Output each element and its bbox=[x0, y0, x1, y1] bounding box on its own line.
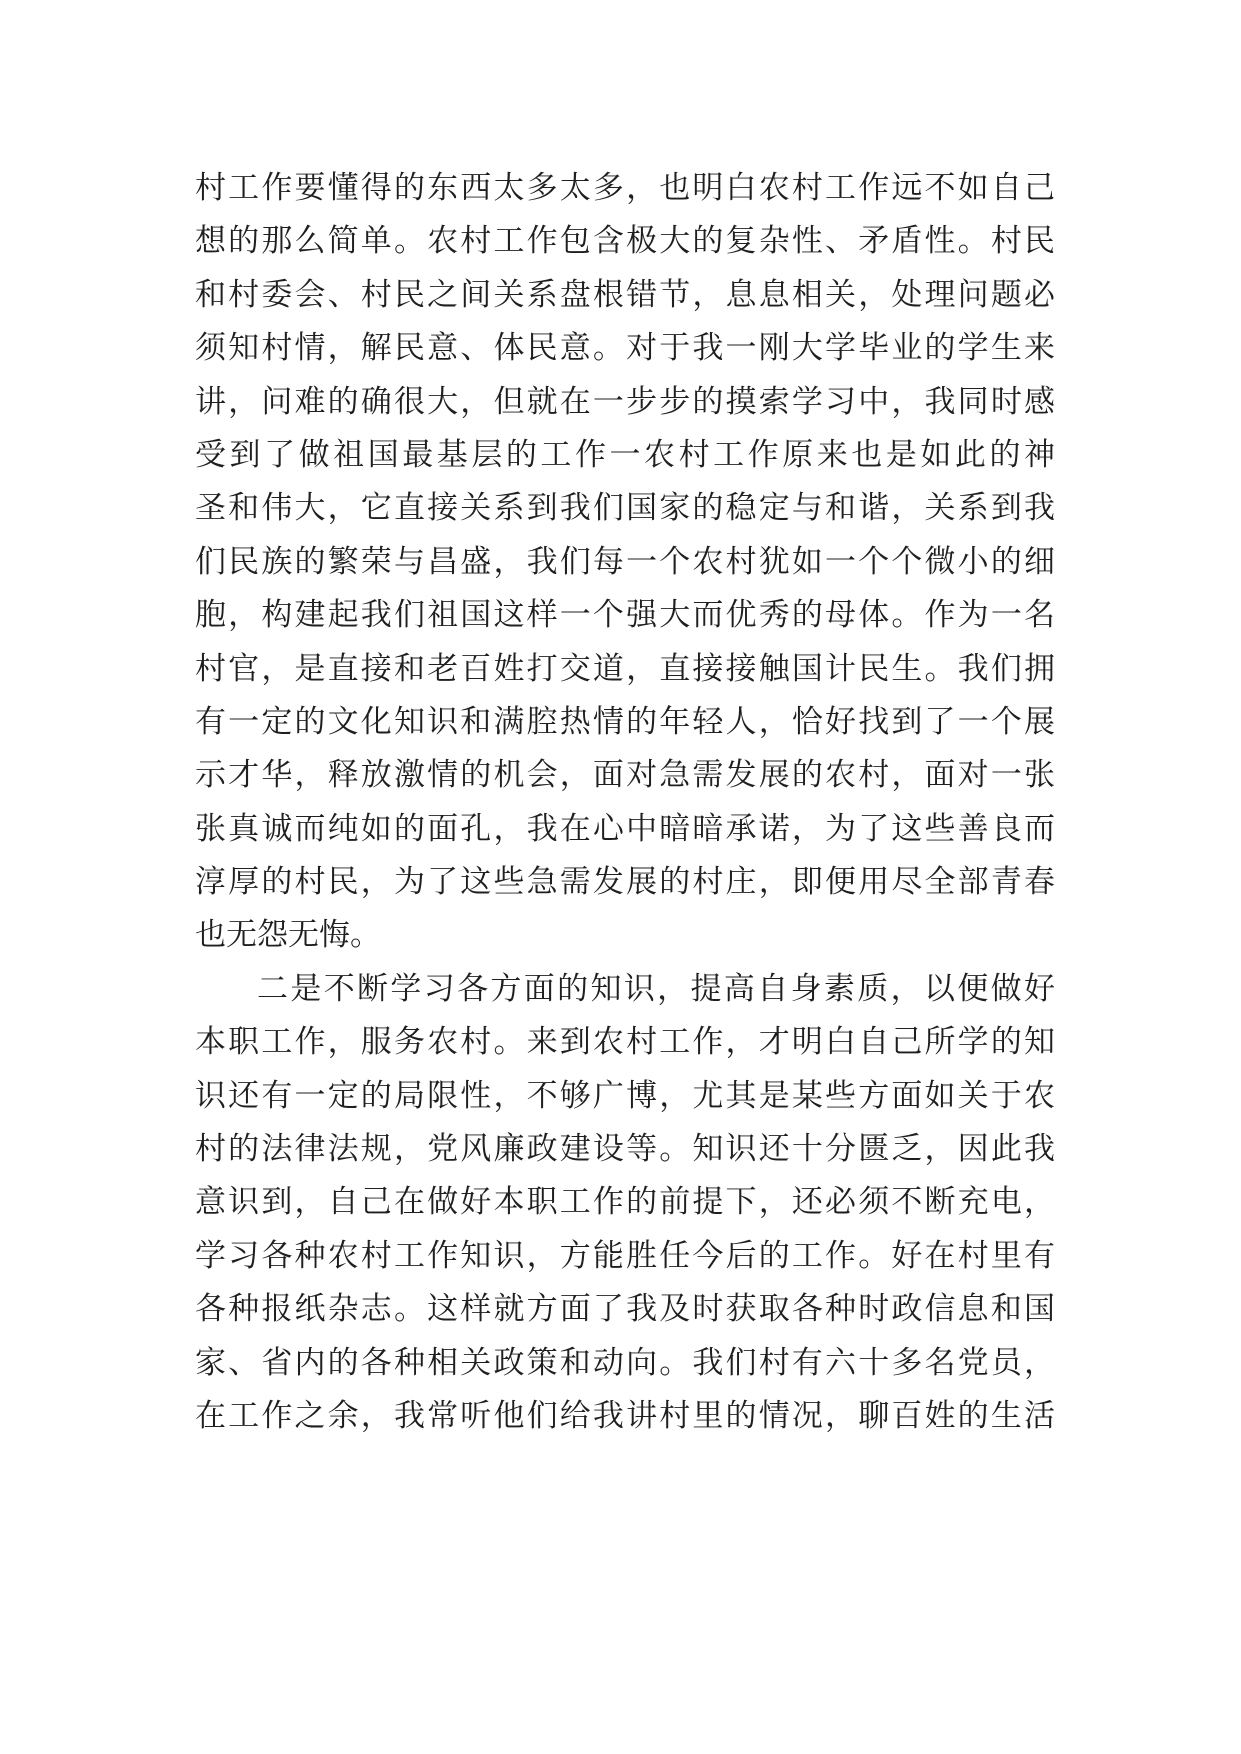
paragraph-1 bbox=[195, 162, 1055, 963]
paragraph-2-line-2: 本职工作，服务农村。来到农村工作，才明白自己所学的知 bbox=[195, 1024, 1055, 1061]
paragraph-1-line-6: 受到了做祖国最基层的工作一农村工作原来也是如此的神 bbox=[195, 436, 1055, 473]
paragraph-2 bbox=[195, 963, 1055, 1444]
paragraph-1-line-1: 村工作要懂得的东西太多太多，也明白农村工作远不如自己 bbox=[195, 170, 1055, 206]
paragraph-1-line-12: 示才华，释放激情的机会，面对急需发展的农村，面对一张 bbox=[195, 757, 1055, 794]
paragraph-2-line-6: 学习各种农村工作知识，方能胜任今后的工作。好在村里有 bbox=[195, 1237, 1055, 1274]
paragraph-1-line-13: 张真诚而纯如的面孔，我在心中暗暗承诺，为了这些善良而 bbox=[195, 810, 1055, 847]
paragraph-1-line-11: 有一定的文化知识和满腔热情的年轻人，恰好找到了一个展 bbox=[195, 703, 1055, 740]
paragraph-1-line-3: 和村委会、村民之间关系盘根错节，息息相关，处理问题必 bbox=[195, 276, 1055, 313]
paragraph-2-line-1: 二是不断学习各方面的知识，提高自身素质，以便做好 bbox=[257, 970, 1055, 1007]
paragraph-1-line-9: 胞，构建起我们祖国这样一个强大而优秀的母体。作为一名 bbox=[195, 597, 1055, 634]
paragraph-2-line-9: 在工作之余，我常听他们给我讲村里的情况，聊百姓的生活 bbox=[195, 1397, 1055, 1434]
paragraph-2-line-7: 各种报纸杂志。这样就方面了我及时获取各种时政信息和国 bbox=[195, 1291, 1055, 1328]
paragraph-1-line-14: 淳厚的村民，为了这些急需发展的村庄，即便用尽全部青春 bbox=[195, 864, 1055, 901]
paragraph-2-line-5: 意识到，自己在做好本职工作的前提下，还必须不断充电， bbox=[195, 1184, 1055, 1221]
paragraph-2-line-8: 家、省内的各种相关政策和动向。我们村有六十多名党员， bbox=[195, 1344, 1055, 1381]
paragraph-1-line-5: 讲，问难的确很大，但就在一步步的摸索学习中，我同时感 bbox=[195, 383, 1055, 420]
paragraph-2-line-3: 识还有一定的局限性，不够广博，尤其是某些方面如关于农 bbox=[195, 1077, 1055, 1114]
paragraph-1-line-2: 想的那么简单。农村工作包含极大的复杂性、矛盾性。村民 bbox=[195, 223, 1055, 260]
paragraph-1-line-8: 们民族的繁荣与昌盛，我们每一个农村犹如一个个微小的细 bbox=[195, 543, 1055, 580]
paragraph-2-line-4: 村的法律法规，党风廉政建设等。知识还十分匮乏，因此我 bbox=[195, 1131, 1055, 1168]
paragraph-1-line-4: 须知村情，解民意、体民意。对于我一刚大学毕业的学生来 bbox=[195, 330, 1055, 367]
paragraph-1-line-7: 圣和伟大，它直接关系到我们国家的稳定与和谐，关系到我 bbox=[195, 490, 1055, 527]
paragraph-1-line-10: 村官，是直接和老百姓打交道，直接接触国计民生。我们拥 bbox=[195, 650, 1055, 687]
paragraph-1-line-15: 也无怨无悔。 bbox=[195, 917, 381, 954]
document-body bbox=[195, 162, 1055, 1443]
